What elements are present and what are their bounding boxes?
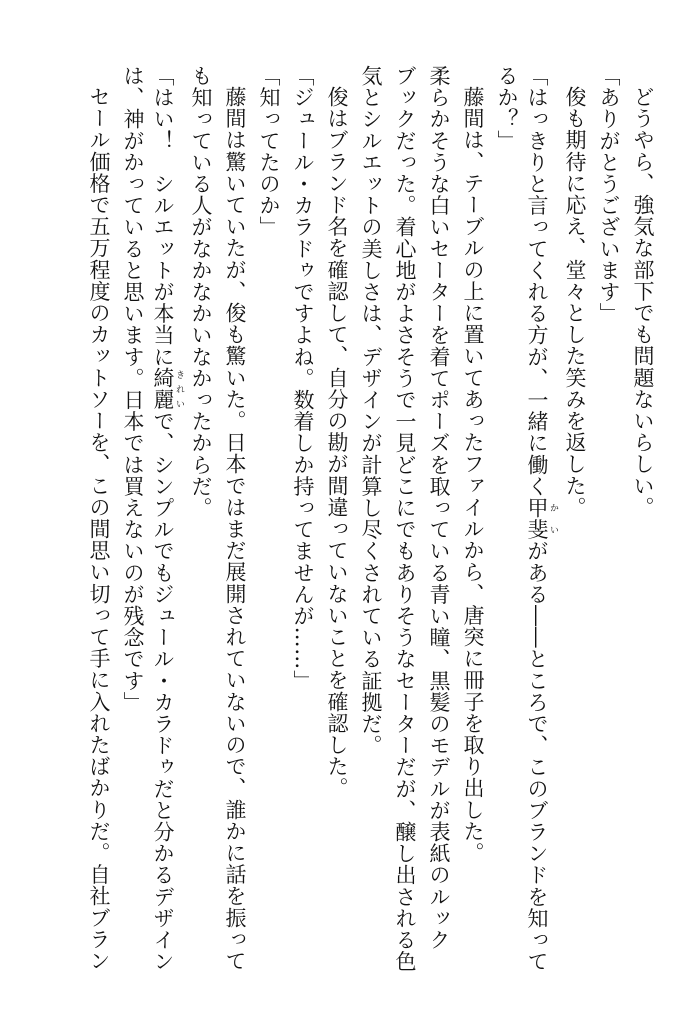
text-line-3: 俊も期待に応え、堂々とした笑みを返した。	[563, 86, 587, 518]
text-line-15-part-2: で、シンプルでもジュール・カラドゥだと分かるデザイン	[151, 410, 175, 973]
text-line-4-part-2: がある――ところで、このブランドを知って	[525, 540, 549, 973]
text-line-12: 「知ってたのか」	[257, 65, 281, 238]
ruby-kai-reading: かい	[548, 497, 558, 541]
text-line-10: 俊はブランド名を確認して、自分の勘が間違っていないことを確認した。	[325, 86, 349, 799]
ruby-kirei-base: 綺麗	[151, 367, 175, 411]
text-line-14: も知っている人がなかなかいなかったからだ。	[189, 65, 213, 519]
text-line-4-part-1: 「はっきりと言ってくれる方が、一緒に働く	[525, 65, 549, 497]
ruby-kirei	[151, 367, 184, 411]
text-line-17: セール価格で五万程度のカットソーを、この間思い切って手に入れたばかりだ。自社ブラン	[87, 86, 111, 972]
vertical-text-body	[82, 65, 660, 973]
text-line-9: 気とシルエットの美しさは、デザインが計算し尽くされている証拠だ。	[359, 65, 383, 757]
text-line-15	[150, 65, 184, 973]
text-line-5: るか？」	[495, 65, 519, 152]
text-line-4	[524, 65, 558, 973]
text-line-7: 柔らかそうな白いセーターを着てポーズを取っている青い瞳、黒髪のモデルが表紙のルック	[427, 65, 451, 951]
text-line-15-part-1: 「はい！ シルエットが本当に	[151, 65, 175, 368]
ruby-kai	[525, 497, 558, 541]
text-line-1: どうやら、強気な部下でも問題ないらしい。	[631, 86, 655, 518]
text-line-2: 「ありがとうございます」	[597, 65, 621, 325]
text-line-16: は、神がかっていると思います。日本では買えないのが残念です」	[121, 65, 145, 713]
text-line-8: ブックだった。着心地がよさそうで一見どこにでもありそうなセーターだが、醸し出される色	[393, 65, 417, 973]
ruby-kirei-reading: きれい	[174, 367, 184, 411]
text-line-11: 「ジュール・カラドゥですよね。数着しか持ってませんが……」	[291, 65, 315, 692]
text-line-13: 藤間は驚いていたが、俊も驚いた。日本ではまだ展開されていないので、誰かに話を振って	[223, 86, 247, 972]
ruby-kai-base: 甲斐	[525, 497, 549, 541]
text-line-6: 藤間は、テーブルの上に置いてあったファイルから、唐突に冊子を取り出した。	[461, 86, 485, 864]
